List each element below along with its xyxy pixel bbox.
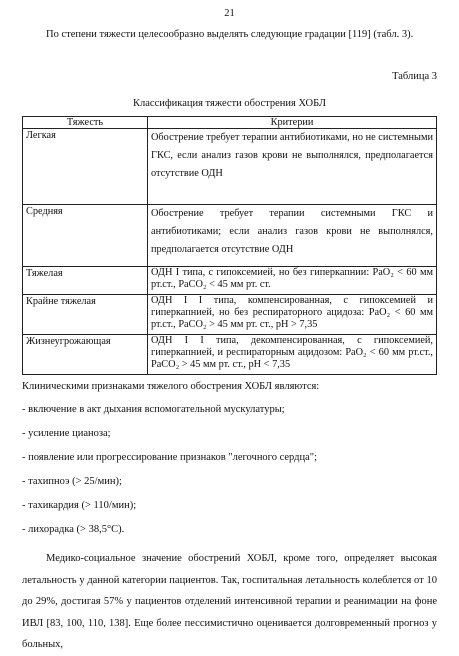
criteria-cell: ОДН I I типа, компенсированная, с гипоксемией и гиперкапнией, но без респираторного ацидоза: PaO₂ < 60 мм рт.ст., PaCO₂ > 45 мм рт. ст., pH > 7,35 (148, 295, 437, 335)
table-row (23, 267, 437, 295)
severity-cell: Крайне тяжелая (23, 295, 148, 335)
severity-cell: Легкая (23, 129, 148, 205)
table-title: Классификация тяжести обострения ХОБЛ (133, 98, 326, 109)
severity-cell: Средняя (23, 205, 148, 267)
list-item: - усиление цианоза; (22, 428, 111, 439)
list-item: - лихорадка (> 38,5°С). (22, 524, 125, 535)
criteria-cell: Обострение требует терапии антибиотиками, но не системными ГКС, если анализ газов крови не выполнялся, предполагается отсутствие ОДН (148, 129, 437, 205)
list-item: - тахипноэ (> 25/мин); (22, 476, 122, 487)
severity-table (22, 116, 437, 375)
table-row (23, 205, 437, 267)
list-item: - тахикардия (> 110/мин); (22, 500, 137, 511)
signs-heading: Клиническими признаками тяжелого обострения ХОБЛ являются: (22, 381, 320, 392)
list-item: - появление или прогрессирование признаков "легочного сердца"; (22, 452, 317, 463)
severity-cell: Жизнеугрожающая (23, 335, 148, 375)
header-criteria: Критерии (148, 117, 437, 129)
table-header-row (23, 117, 437, 129)
table-label: Таблица 3 (392, 71, 437, 82)
final-paragraph: Медико-социальное значение обострений ХОБЛ, кроме того, определяет высокая летальность у данной категории пациентов. Так, госпитальная летальность колеблется от 10 до 29%, достигая 57% у пациентов отделений интенсивной терапии и реанимации на фоне ИВЛ [83, 100, 110, 138]. Еще более пессимистично оценивается долговременный прогноз у больных, (22, 553, 437, 650)
criteria-cell: Обострение требует терапии системными ГКС и антибиотиками; если анализ газов крови не выполнялся, предполагается отсутствие ОДН (148, 205, 437, 267)
page-number: 21 (224, 8, 235, 19)
criteria-cell: ОДН I типа, с гипоксемией, но без гиперкапнии: PaO₂ < 60 мм рт.ст., PaCO₂ < 45 мм рт. ст. (148, 267, 437, 295)
criteria-cell: ОДН I I типа, декомпенсированная, с гипоксемией, гиперкапнией, и респираторным ацидозом: PaO₂ < 60 мм рт.ст., PaCO₂ > 45 мм рт. ст., pH < 7,35 (148, 335, 437, 375)
header-severity: Тяжесть (23, 117, 148, 129)
table-row (23, 129, 437, 205)
table-row (23, 335, 437, 375)
table-row (23, 295, 437, 335)
intro-paragraph: По степени тяжести целесообразно выделять следующие градации [119] (табл. 3). (46, 29, 414, 40)
severity-cell: Тяжелая (23, 267, 148, 295)
list-item: - включение в акт дыхания вспомогательной мускулатуры; (22, 404, 285, 415)
